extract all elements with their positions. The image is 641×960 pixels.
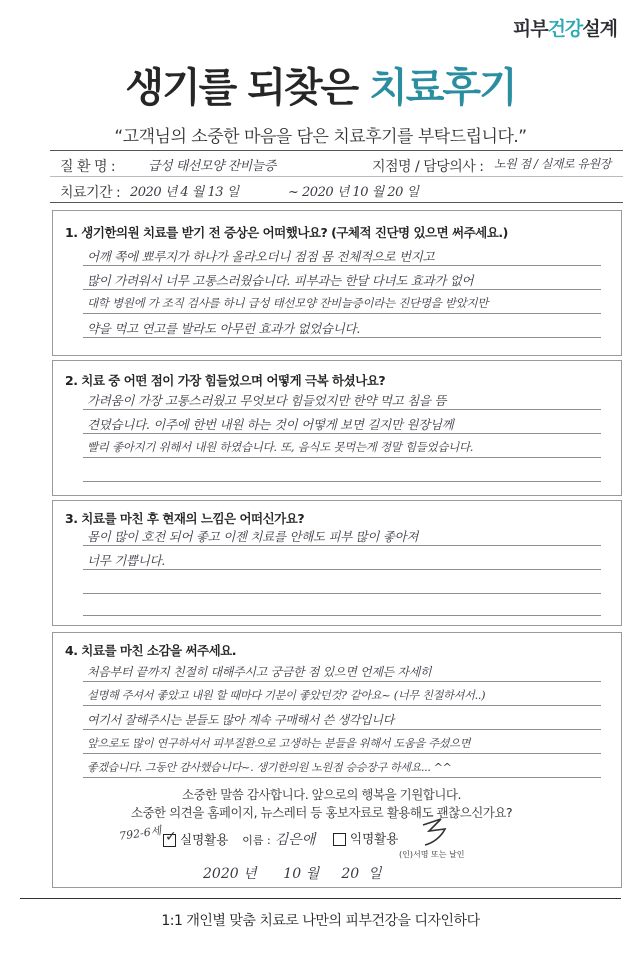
header-mid-rule [50,176,623,177]
answer-line [83,593,601,594]
answer-1-line-2: 많이 가려워서 너무 고통스러웠습니다. 피부과는 한달 다녀도 효과가 없어 [87,273,474,288]
question-2: 2. 치료 중 어떤 점이 가장 힘들었으며 어떻게 극복 하셨나요? [65,373,386,388]
answer-line [83,777,601,778]
bottom-tagline: 1:1 개인별 맞춤 치료로 나만의 피부건강을 디자인하다 [161,913,480,929]
answer-line [83,545,601,546]
question-3: 3. 치료를 마친 후 현재의 느낌은 어떠신가요? [65,511,305,526]
answer-line [83,705,601,706]
period-label: 치료기간 : [60,185,121,201]
answer-line [83,615,601,616]
period-start: 2020 년 4 월 13 일 [130,185,239,200]
answer-2-line-2: 견뎠습니다. 이주에 한번 내원 하는 것이 어떻게 보면 길지만 원장님께 [87,417,454,432]
answer-1-line-3: 대학 병원에 가 조직 검사를 하니 급성 태선모양 잔비늘증이라는 진단명을 받았지만 [87,296,489,310]
named-checkbox[interactable]: ✓ [165,829,177,845]
period-end: ~ 2020 년 10 월 20 일 [288,185,419,200]
signature-caption: (인)서명 또는 날인 [399,850,465,859]
header-top-rule [50,150,623,151]
answer-2-line-1: 가려움이 가장 고통스러웠고 무엇보다 힘들었지만 한약 먹고 침을 뜸 [87,393,447,408]
answer-line [83,313,601,314]
name-value: 김은애 [274,832,316,848]
anon-checkbox[interactable] [333,833,346,846]
answer-line [83,457,601,458]
brand-logo: 피부건강설계 [512,18,617,40]
answer-line [83,481,601,482]
disease-value: 급성 태선모양 잔비늘증 [148,159,276,174]
question-1: 1. 생기한의원 치료를 받기 전 증상은 어떠했나요? (구체적 진단명 있으면 써주세요.) [65,225,508,240]
disease-label: 질 환 명 : [60,159,116,175]
question-box-4 [52,632,622,888]
page-subtitle: “고객님의 소중한 마음을 담은 치료후기를 부탁드립니다.” [114,127,527,147]
branch-label: 지점명 / 담당의사 : [372,159,484,175]
answer-4-line-2: 설명해 주셔서 좋았고 내원 할 때마다 기분이 좋았던것? 같아요~ (너무 친절하셔서..) [87,689,486,702]
answer-4-line-1: 처음부터 끝까지 친절히 대해주시고 궁금한 점 있으면 언제든 자세히 [87,665,432,679]
answer-line [83,753,601,754]
named-label: 실명활용 [180,832,229,847]
answer-line [83,681,601,682]
answer-4-line-5: 좋겠습니다. 그동안 감사했습니다~. 생기한의원 노원점 승승장구 하세요... ^^ [87,761,452,774]
question-box-3 [52,500,622,626]
answer-4-line-3: 여기서 잘해주시는 분들도 많아 계속 구매해서 쓴 생각입니다 [87,713,394,727]
answer-line [83,433,601,434]
answer-line [83,729,601,730]
name-label: 이름 : [242,834,271,847]
answer-line [83,337,601,338]
branch-value: 노원 점 / 실재로 유원장 [494,157,611,171]
answer-line [83,289,601,290]
bottom-rule [20,898,621,899]
question-box-1 [52,210,622,356]
answer-line [83,409,601,410]
answer-3-line-1: 몸이 많이 호전 되어 좋고 이젠 치료를 안해도 피부 많이 좋아져 [87,529,419,544]
named-option[interactable] [163,829,315,849]
answer-1-line-4: 약을 먹고 연고를 발라도 아무런 효과가 없었습니다. [87,321,360,336]
answer-line [83,569,601,570]
answer-4-line-4: 앞으로도 많이 연구하셔서 피부질환으로 고생하는 분들을 위해서 도움을 주셨으면 [87,737,471,750]
signed-date: 2020 년 10 월 20 일 [203,866,382,882]
footer-consent: 소중한 의견을 홈페이지, 뉴스레터 등 홍보자료로 활용해도 괜찮으신가요? [130,805,513,820]
question-box-2 [52,360,622,496]
answer-1-line-1: 어깨 쪽에 뾰루지가 하나가 올라오더니 점점 몸 전체적으로 번지고 [87,249,435,264]
answer-line [83,265,601,266]
header-bottom-rule [50,202,623,203]
page-title: 생기를 되찾은 치료후기 [125,65,516,111]
signature [415,815,455,849]
answer-2-line-3: 빨리 좋아지기 위해서 내원 하였습니다. 또, 음식도 못먹는게 정말 힘들었습니다. [87,440,474,454]
answer-3-line-2: 너무 기쁩니다. [87,553,165,568]
footer-thanks: 소중한 말씀 감사합니다. 앞으로의 행복을 기원합니다. [182,787,461,802]
question-4: 4. 치료를 마친 소감을 써주세요. [65,643,237,658]
anon-label: 익명활용 [350,831,399,846]
anon-option[interactable] [333,829,398,847]
side-note: 792-6세 [118,824,163,843]
